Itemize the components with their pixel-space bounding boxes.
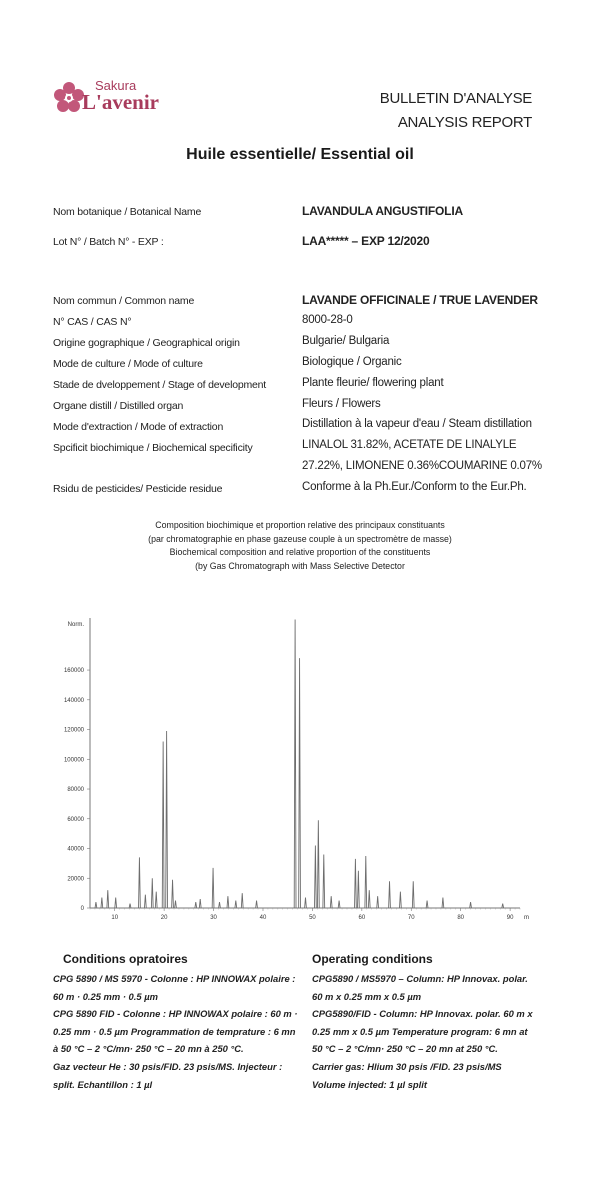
chromatogram-peak (368, 890, 370, 908)
chromatogram-peak (139, 857, 141, 908)
conditions-line: 0.25 mm x 0.5 µm Temperature program: 6 mn at (312, 1025, 528, 1037)
chromatogram-peak (470, 902, 472, 908)
conditions-line: split. Echantillon : 1 µl (53, 1078, 153, 1090)
y-axis-label: Norm. (67, 622, 84, 628)
field-value: LAVANDE OFFICINALE / TRUE LAVENDER (302, 293, 538, 307)
chromatogram-peak (330, 896, 332, 908)
field-value: LINALOL 31.82%, ACETATE DE LINALYLE (302, 439, 517, 451)
conditions-fr-text (53, 970, 297, 1093)
chromatogram-peak (155, 892, 157, 908)
y-tick-label: 40000 (67, 846, 84, 853)
x-axis-unit: m (524, 915, 529, 921)
logo-main-text: L'avenir (82, 90, 159, 114)
field-label: Nom botanique / Botanical Name (53, 206, 202, 218)
x-tick-label: 30 (210, 915, 217, 921)
chromatogram-peak (212, 868, 214, 908)
conditions-en-title: Operating conditions (312, 952, 433, 966)
chromatogram-peak (323, 854, 325, 908)
y-tick-label: 160000 (63, 668, 84, 675)
chromatogram-peak (377, 896, 379, 908)
field-label: Mode de culture / Mode of culture (53, 358, 203, 370)
field-label: Mode d'extraction / Mode of extraction (53, 421, 224, 433)
chromatogram-peak (294, 619, 296, 908)
field-value: Biologique / Organic (302, 356, 402, 368)
conditions-line: 50 °C – 2 °C/mn· 250 °C – 20 mn at 250 °C. (312, 1043, 498, 1055)
chromatogram-peak (101, 898, 103, 908)
chromatogram-peak (355, 859, 357, 908)
composition-caption (0, 519, 600, 573)
chromatogram-peak (235, 901, 237, 908)
chromatogram-peak (115, 898, 117, 908)
chromatogram-peak (442, 898, 444, 908)
field-label: Origine gographique / Geographical origin (53, 337, 240, 349)
chromatogram-peak (219, 902, 221, 908)
chromatogram-peak (412, 881, 414, 908)
field-value: Bulgarie/ Bulgaria (302, 335, 390, 347)
caption-line: (par chromatographie en phase gazeuse couple à un spectromètre de masse) (148, 533, 452, 544)
chromatogram-peak (129, 904, 131, 908)
chromatogram-peak (166, 731, 168, 908)
x-tick-label: 20 (160, 915, 168, 921)
field-label: N° CAS / CAS N° (53, 316, 132, 328)
chromatogram-peak (357, 871, 359, 908)
chromatogram-peak (389, 881, 391, 908)
x-tick-label: 50 (309, 915, 316, 921)
y-tick-label: 0 (80, 906, 84, 912)
chromatogram-peak (172, 880, 174, 908)
field-label: Rsidu de pesticides/ Pesticide residue (53, 483, 223, 495)
chromatogram-peak (95, 902, 97, 908)
field-value: LAVANDULA ANGUSTIFOLIA (302, 204, 463, 218)
chromatogram-peak (314, 846, 316, 908)
report-title-fr: BULLETIN D'ANALYSE (379, 90, 532, 107)
chromatogram-peak (305, 898, 307, 908)
chromatogram-peak (502, 904, 504, 908)
y-tick-label: 20000 (67, 876, 84, 883)
chromatogram-peak (144, 895, 146, 908)
chromatogram-peak (162, 741, 164, 908)
chromatogram-peak (299, 658, 301, 908)
conditions-line: CPG5890/FID - Column: HP Innovax. polar. 60 m x (312, 1008, 533, 1020)
conditions-line: CPG 5890 FID - Colonne : HP INNOWAX polaire : 60 m · (53, 1008, 298, 1020)
chromatogram-peak (241, 893, 243, 908)
chromatogram-chart (0, 610, 600, 950)
y-tick-label: 140000 (63, 697, 84, 704)
x-tick-label: 40 (259, 915, 267, 921)
field-label: Lot N° / Batch N° - EXP : (53, 236, 164, 248)
x-tick-label: 60 (358, 915, 366, 921)
chromatogram-peak (199, 899, 201, 908)
field-value: LAA***** – EXP 12/2020 (302, 234, 430, 248)
sakura-flower-icon (52, 80, 86, 114)
chromatogram-peak (107, 890, 109, 908)
x-tick-label: 80 (457, 915, 465, 921)
conditions-en-text (312, 970, 533, 1093)
y-tick-label: 60000 (67, 816, 84, 823)
conditions-line: 0.25 mm · 0.5 µm Programmation de temprature : 6 mn (53, 1025, 296, 1037)
field-value: Plante fleurie/ flowering plant (302, 377, 444, 389)
chromatogram-peak (195, 902, 197, 908)
chromatogram-peak (256, 901, 258, 908)
field-label: Stade de dveloppement / Stage of development (53, 379, 267, 391)
page-title: Huile essentielle/ Essential oil (186, 146, 414, 163)
chromatogram-peak (426, 901, 428, 908)
field-label: Spcificit biochimique / Biochemical specificity (53, 442, 253, 454)
y-tick-label: 120000 (63, 727, 84, 734)
field-value: Distillation à la vapeur d'eau / Steam distillation (302, 418, 532, 430)
caption-line: (by Gas Chromatograph with Mass Selective Detector (195, 560, 405, 571)
field-value-line2: 27.22%, LIMONENE 0.36%COUMARINE 0.07% (302, 460, 542, 472)
chromatogram-peak (399, 892, 401, 908)
conditions-line: à 50 °C – 2 °C/mn· 250 °C – 20 mn à 250 °C. (53, 1043, 244, 1055)
conditions-fr-title: Conditions opratoires (63, 952, 188, 966)
conditions-line: Volume injected: 1 µl split (312, 1078, 427, 1090)
caption-line: Biochemical composition and relative proportion of the constituents (169, 547, 431, 557)
field-label: Organe distill / Distilled organ (53, 400, 184, 412)
chromatogram-peak (338, 901, 340, 908)
conditions-line: Gaz vecteur He : 30 psis/FID. 23 psis/MS. Injecteur : (53, 1060, 283, 1072)
x-tick-label: 70 (407, 915, 415, 921)
chromatogram-peak (365, 856, 367, 908)
chromatogram-peak (151, 878, 153, 908)
chromatogram-peak (317, 820, 319, 908)
conditions-line: CPG 5890 / MS 5970 - Colonne : HP INNOWAX polaire : (53, 973, 296, 984)
chromatogram-peak (227, 896, 229, 908)
report-title-en: ANALYSIS REPORT (397, 114, 532, 131)
field-value: 8000-28-0 (302, 314, 353, 326)
conditions-line: CPG5890 / MS5970 – Column: HP Innovax. polar. (312, 973, 528, 984)
x-tick-label: 10 (111, 915, 119, 921)
x-tick-label: 90 (506, 915, 514, 921)
y-tick-label: 80000 (67, 787, 84, 794)
field-value: Conforme à la Ph.Eur./Conform to the Eur.Ph. (302, 481, 527, 493)
caption-line: Composition biochimique et proportion relative des principaux constituants (155, 520, 445, 530)
conditions-line: Carrier gas: Hlium 30 psis /FID. 23 psis/MS (312, 1060, 502, 1072)
field-label: Nom commun / Common name (53, 295, 195, 307)
conditions-line: 60 m x 0.25 mm x 0.5 µm (312, 990, 422, 1002)
conditions-line: 60 m · 0.25 mm · 0.5 µm (53, 990, 158, 1002)
field-value: Fleurs / Flowers (302, 398, 381, 410)
logo-sub-text: Sakura (95, 78, 137, 93)
chromatogram-peak (175, 901, 177, 908)
y-tick-label: 100000 (63, 757, 84, 764)
